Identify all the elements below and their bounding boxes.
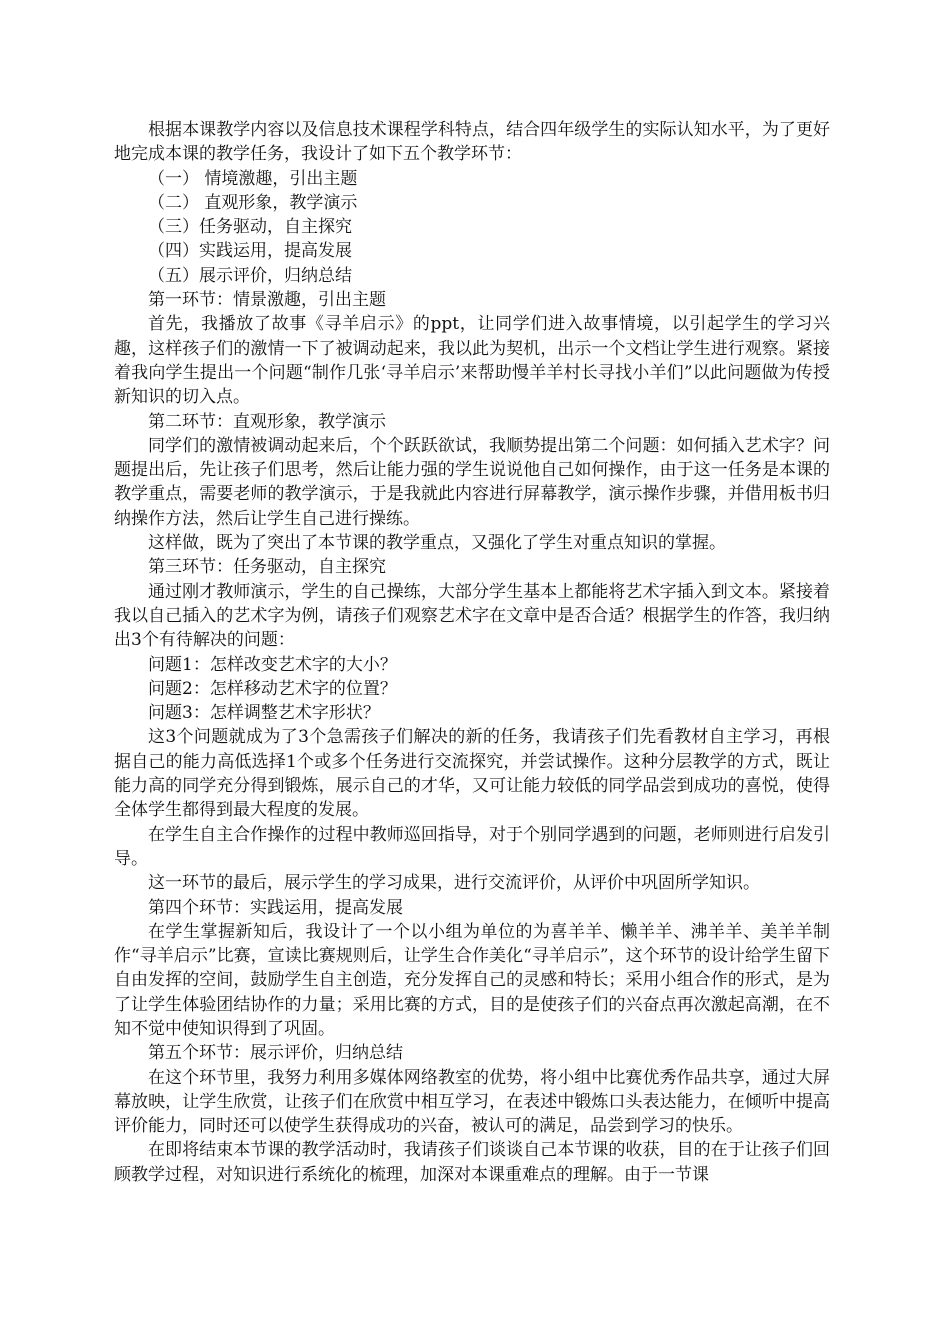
body-paragraph: 这样做，既为了突出了本节课的教学重点，又强化了学生对重点知识的掌握。 [148,533,726,554]
line-item: 问题2：怎样移动艺术字的位置？ [148,678,397,699]
line-item: 第一环节：情景激趣，引出主题 [148,290,386,311]
line-item: （二） 直观形象，教学演示 [148,192,358,213]
body-paragraph: 同学们的激情被调动起来后，个个跃跃欲试，我顺势提出第二个问题：如何插入艺术字？问题提出后，先让孩子们思考，然后让能力强的学生说说他自己如何操作，由于这一任务是本课的教学重点，需要老师的教学演示，于是我就此内容进行屏幕教学，演示操作步骤，并借用板书归纳操作方法，然后让学生自己进行操练。 [114,435,830,529]
body-paragraph: 首先，我播放了故事《寻羊启示》的ppt，让同学们进入故事情境，以引起学生的学习兴趣，这样孩子们的激情一下了被调动起来，我以此为契机，出示一个文档让学生进行观察。紧接着我向学生提出一个问题“制作几张‘寻羊启示’来帮助慢羊羊村长寻找小羊们”以此问题做为传授新知识的切入点。 [114,314,830,408]
line-item: 问题1：怎样改变艺术字的大小？ [148,654,397,675]
line-item: 第四个环节：实践运用，提高发展 [148,897,403,918]
line-item: 第二环节：直观形象，教学演示 [148,411,386,432]
body-paragraph: 这一环节的最后，展示学生的学习成果，进行交流评价，从评价中巩固所学知识。 [148,873,760,894]
body-paragraph: 在学生掌握新知后，我设计了一个以小组为单位的为喜羊羊、懒羊羊、沸羊羊、美羊羊制作“寻羊启示”比赛，宣读比赛规则后，让学生合作美化“寻羊启示”，这个环节的设计给学生留下自由发挥的空间，鼓励学生自主创造，充分发挥自己的灵感和特长；采用小组合作的形式，是为了让学生体验团结协作的力量；采用比赛的方式，目的是使孩子们的兴奋点再次激起高潮，在不知不觉中使知识得到了巩固。 [114,921,830,1039]
body-paragraph: 在学生自主合作操作的过程中教师巡回指导，对于个别同学遇到的问题，老师则进行启发引导。 [114,824,830,869]
document-body [114,118,830,1187]
body-paragraph: 通过刚才教师演示，学生的自己操练，大部分学生基本上都能将艺术字插入到文本。紧接着我以自己插入的艺术字为例，请孩子们观察艺术字在文章中是否合适？根据学生的作答，我归纳出3个有待解决的问题： [114,581,830,651]
line-item: （四）实践运用，提高发展 [148,241,352,262]
line-item: （三）任务驱动，自主探究 [148,217,352,238]
line-item: 第三环节：任务驱动，自主探究 [148,557,386,578]
line-item: （五）展示评价，归纳总结 [148,265,352,286]
line-item: 问题3：怎样调整艺术字形状？ [148,703,380,724]
body-paragraph: 这3个问题就成为了3个急需孩子们解决的新的任务，我请孩子们先看教材自主学习，再根据自己的能力高低选择1个或多个任务进行交流探究，并尝试操作。这种分层教学的方式，既让能力高的同学充分得到锻炼，展示自己的才华，又可让能力较低的同学品尝到成功的喜悦，使得全体学生都得到最大程度的发展。 [114,727,830,821]
body-paragraph: 在这个环节里，我努力利用多媒体网络教室的优势，将小组中比赛优秀作品共享，通过大屏幕放映，让学生欣赏，让孩子们在欣赏中相互学习，在表述中锻炼口头表达能力，在倾听中提高评价能力，同时还可以使学生获得成功的兴奋，被认可的满足，品尝到学习的快乐。 [114,1067,830,1137]
line-item: （一） 情境激趣，引出主题 [148,168,358,189]
line-item: 第五个环节：展示评价，归纳总结 [148,1043,403,1064]
body-paragraph: 在即将结束本节课的教学活动时，我请孩子们谈谈自己本节课的收获，目的在于让孩子们回顾教学过程，对知识进行系统化的梳理，加深对本课重难点的理解。由于一节课 [114,1140,830,1185]
body-paragraph: 根据本课教学内容以及信息技术课程学科特点，结合四年级学生的实际认知水平，为了更好地完成本课的教学任务，我设计了如下五个教学环节： [114,120,830,165]
